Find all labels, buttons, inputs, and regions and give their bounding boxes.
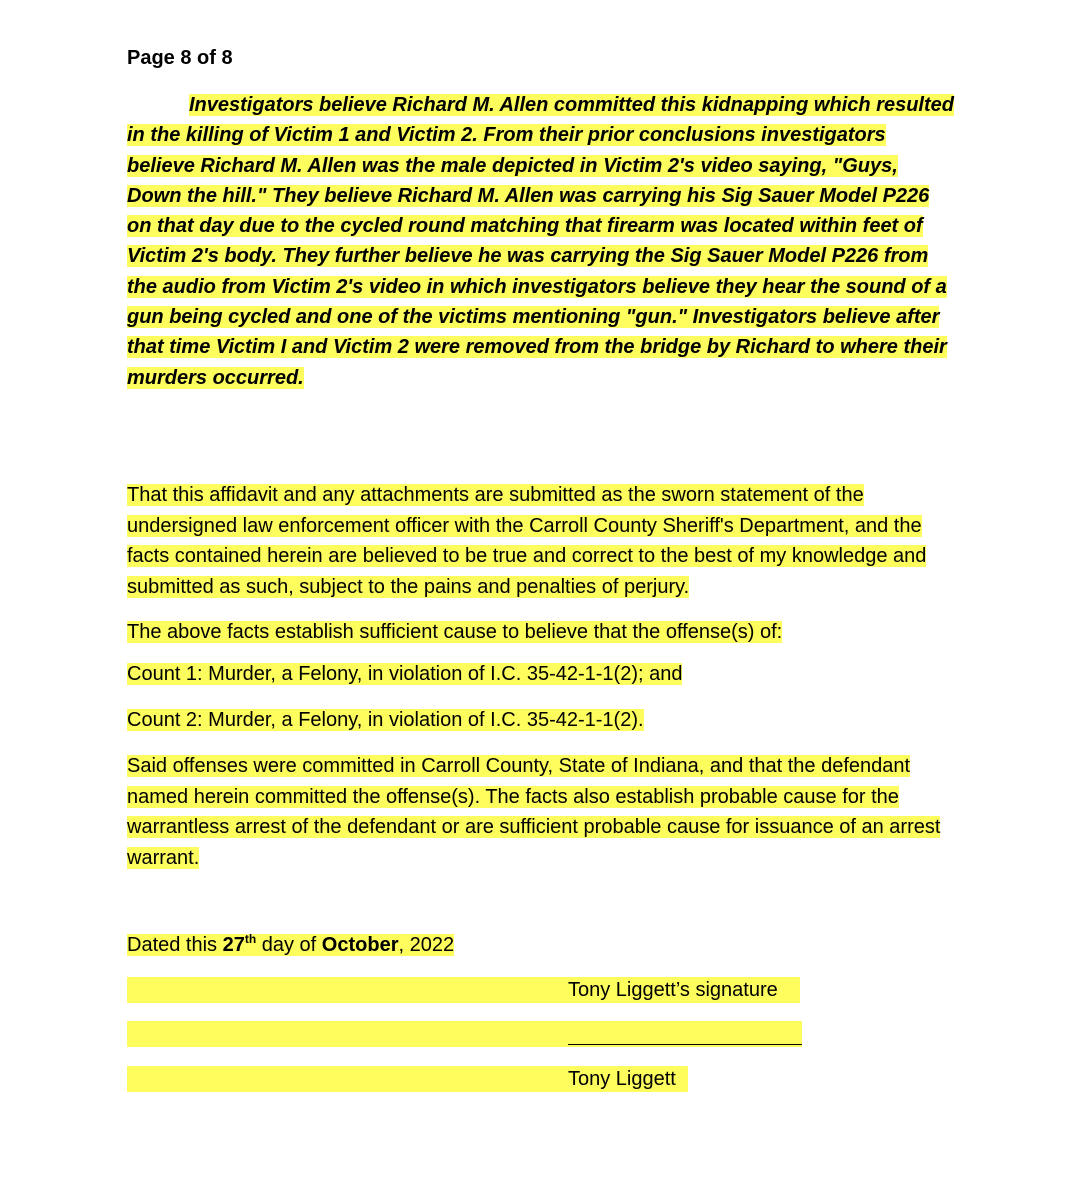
dated-year: , 2022 [398,934,455,956]
dated-month: October [321,934,399,956]
dated-middle: day of [256,934,322,956]
dated-line [127,930,957,961]
affidavit-statement-text: That this affidavit and any attachments are submitted as the sworn statement of the undersigned law enforcement officer with the Carroll County Sheriff's Department, and the facts contained herein are believed to be true and correct to the best of my knowledge and submitted as such, subject to the pains and penalties of perjury. [127,484,927,598]
facts-paragraph-text: The above facts establish sufficient cause to believe that the offense(s) of: [127,621,783,643]
count-1-text: Count 1: Murder, a Felony, in violation of I.C. 35-42-1-1(2); and [127,663,683,685]
dated-day-suffix: th [244,932,257,946]
count-1 [127,659,957,690]
signature-line [568,1044,802,1045]
dated-day: 27 [222,934,245,956]
offenses-paragraph [127,751,957,873]
count-2-text: Count 2: Murder, a Felony, in violation of I.C. 35-42-1-1(2). [127,709,644,731]
signer-name: Tony Liggett [568,1068,676,1090]
offenses-paragraph-text: Said offenses were committed in Carroll County, State of Indiana, and that the defendant named herein committed the offense(s). The facts also establish probable cause for the warrantless arrest of the defendant or are sufficient probable cause for issuance of an arrest warrant. [127,755,941,869]
dated-line-highlight [127,934,454,956]
investigators-paragraph [127,90,957,393]
investigators-paragraph-text: Investigators believe Richard M. Allen committed this kidnapping which resulted in the killing of Victim 1 and Victim 2. From their prior conclusions investigators believe Richard M. Allen was the male depicted in Victim 2's video saying, "Guys, Down the hill." They believe Richard M. Allen was carrying his Sig Sauer Model P226 on that day due to the cycled round matching that firearm was located within feet of Victim 2's body. They further believe he was carrying the Sig Sauer Model P226 from the audio from Victim 2's video in which investigators believe they hear the sound of a gun being cycled and one of the victims mentioning "gun." Investigators believe after that time Victim I and Victim 2 were removed from the bridge by Richard to where their murders occurred. [127,94,954,389]
facts-paragraph [127,617,957,648]
page-number: Page 8 of 8 [127,47,233,69]
affidavit-statement-paragraph [127,480,957,602]
dated-prefix: Dated this [127,934,223,956]
count-2 [127,705,957,736]
signature-label: Tony Liggett’s signature [568,979,778,1001]
